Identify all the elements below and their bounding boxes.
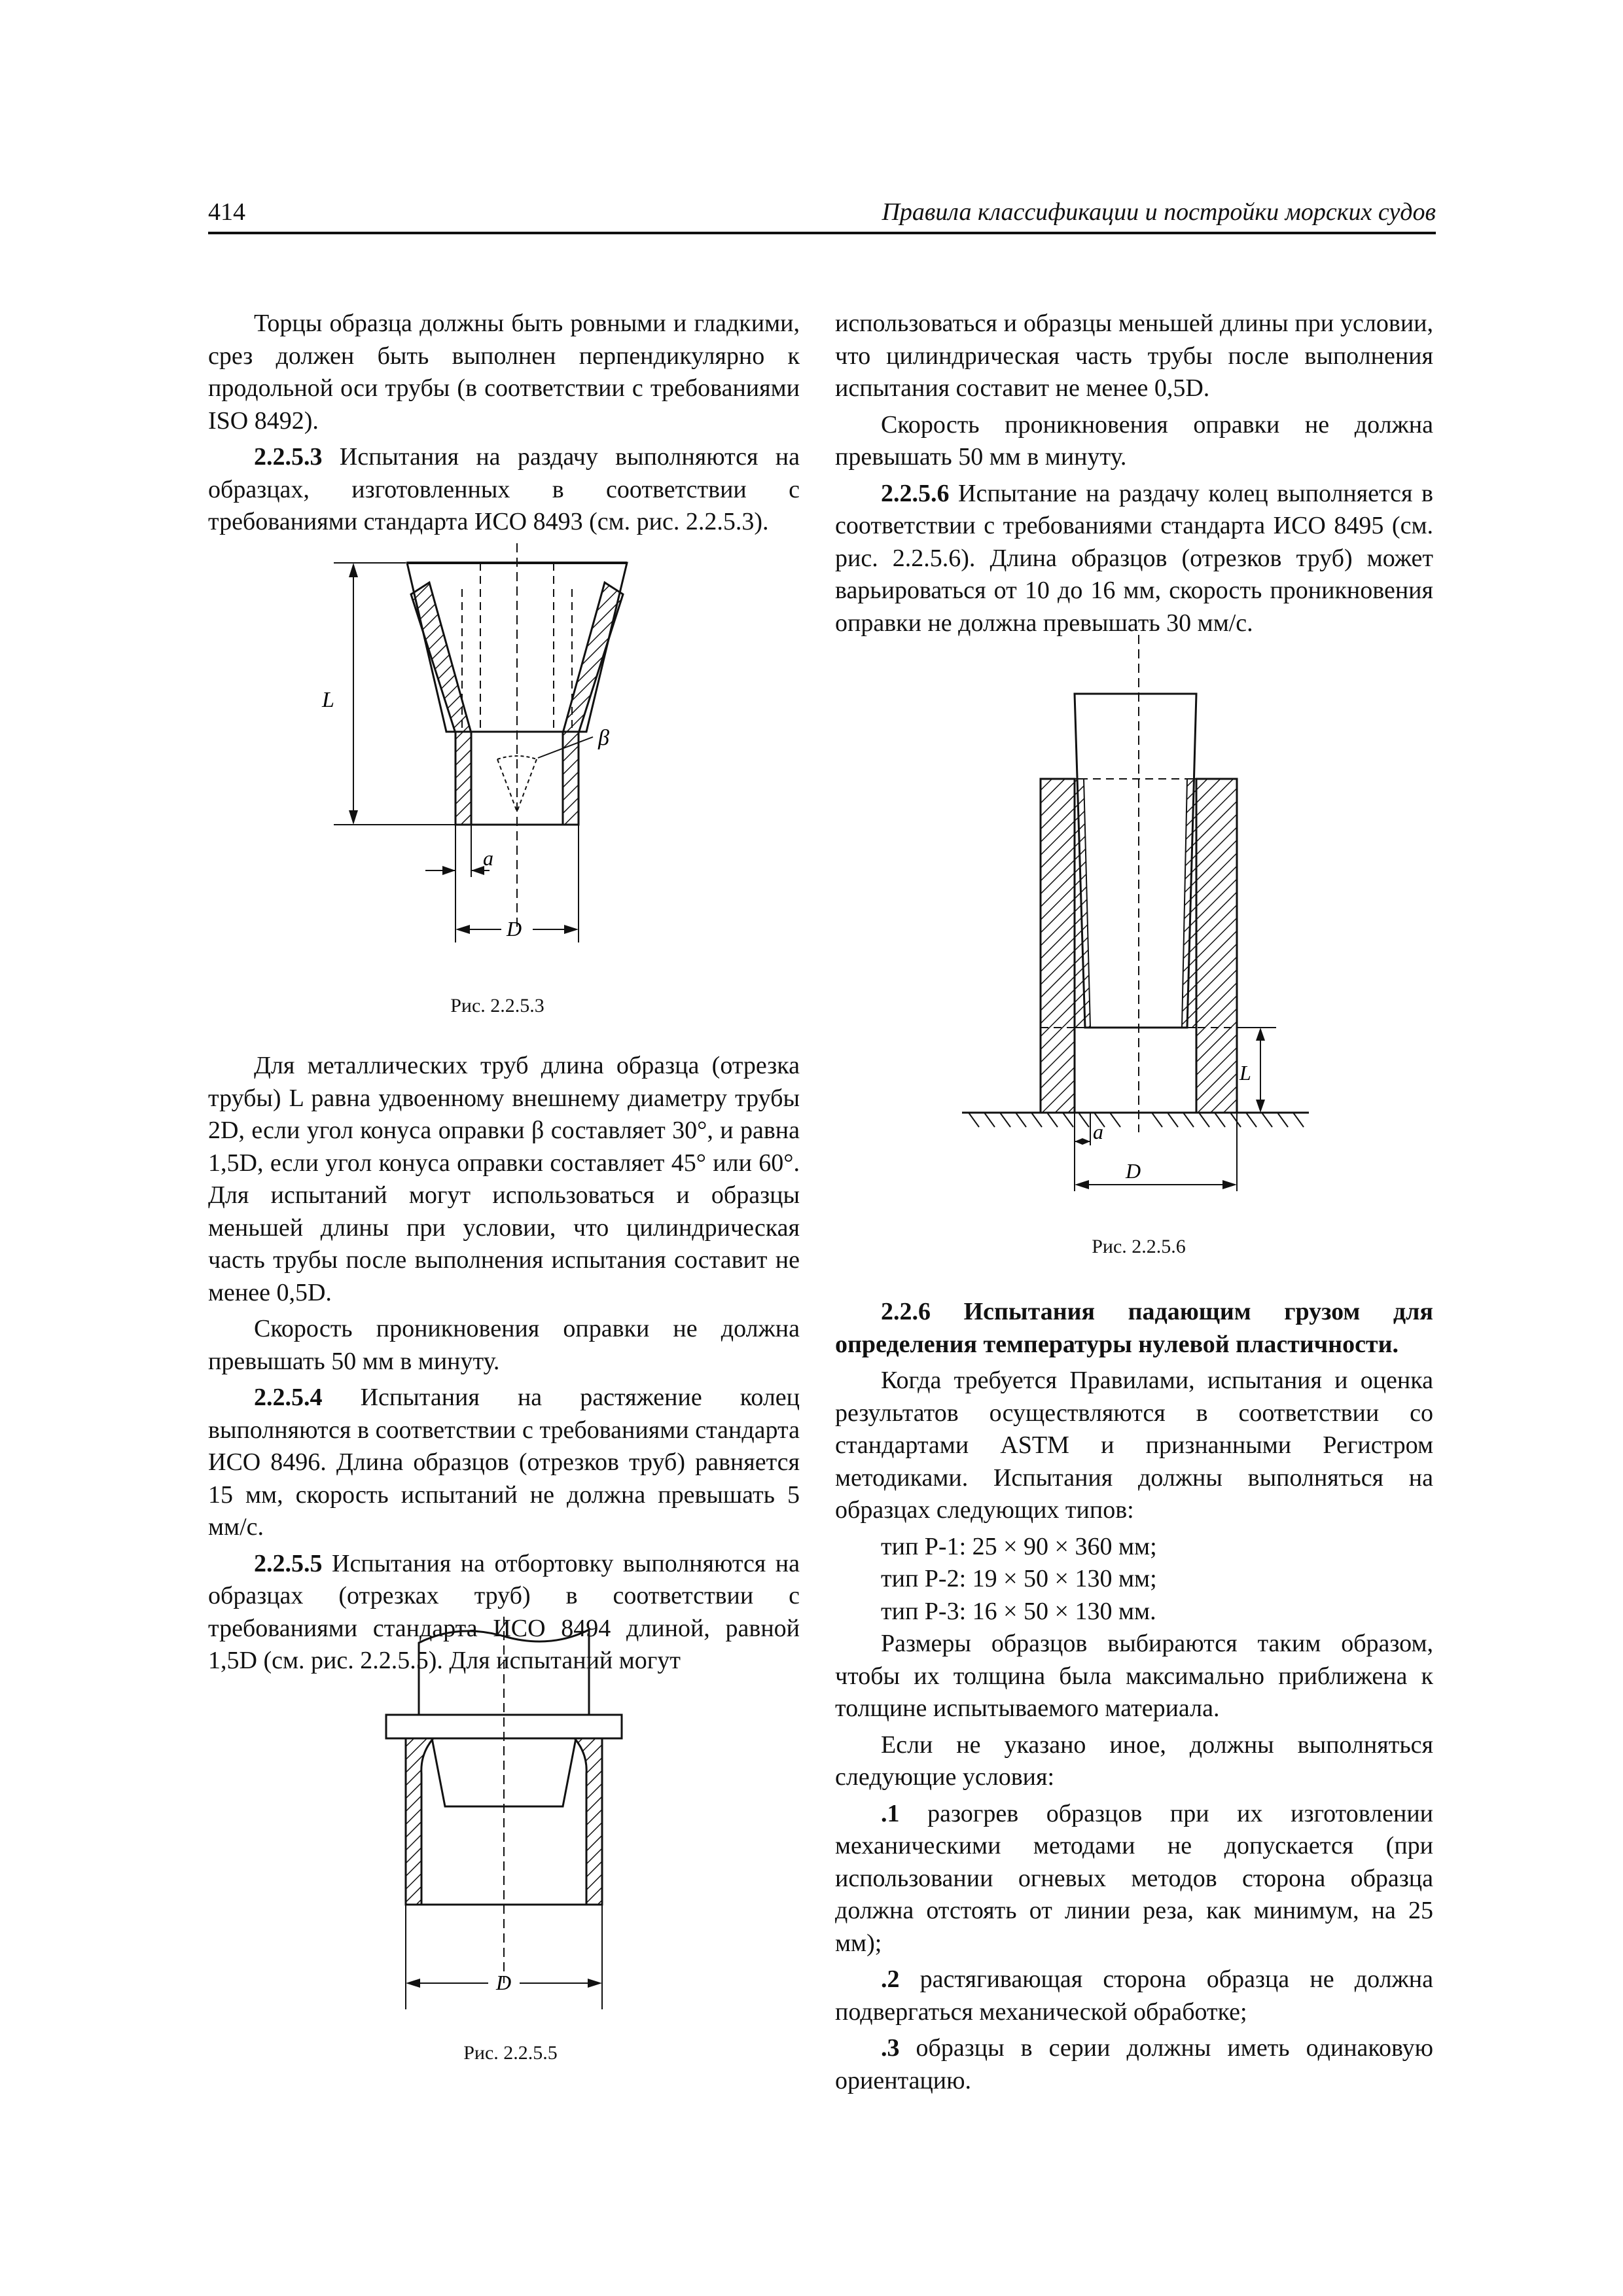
D-label: D (496, 1971, 512, 1994)
clause-number: 2.2.5.4 (254, 1384, 323, 1411)
paragraph: 2.2.5.4 Испытания на растяжение колец выполняются в соответствии с требованиями стандарта ИСО 8496. Длина образцов (отрезков труб) равняется 15 мм, скорость испытаний не должна превышать 5 мм/с. (208, 1384, 800, 1541)
clause-number: 2.2.5.3 (254, 443, 323, 471)
page-header (208, 198, 1436, 237)
L-label: L (322, 688, 334, 712)
D-label: D (1126, 1159, 1141, 1183)
paragraph: Размеры образцов выбираются таким образом, чтобы их толщина была максимально приближена к толщине испытываемого материала. (835, 1630, 1433, 1722)
paragraph: Торцы образца должны быть ровными и гладкими, срез должен быть выполнен перпендикулярно к продольной оси трубы (в соответствии с требованиями ISO 8492). (208, 310, 800, 435)
paragraph: Для металлических труб длина образца (отрезка трубы) L равна удвоенному внешнему диаметру трубы 2D, если угол конуса оправки β составляет 30°, и равна 1,5D, если угол конуса оправки составляет 45° или 60°. Для испытаний могут использоваться и образцы меньшей длины при условии, что цилиндрическая часть трубы после выполнения испытания составит не менее 0,5D. (208, 1052, 800, 1306)
list-item: .1 разогрев образцов при их изготовлении механическими методами не допускается (при использовании огневых методов сторона образца должна отстоять от линии реза, как минимум, на 25 мм); (835, 1799, 1433, 1957)
paragraph: 2.2.5.3 Испытания на раздачу выполняются на образцах, изготовленных в соответствии с требованиями стандарта ИСО 8493 (см. рис. 2.2.5.3). (208, 443, 800, 535)
figure-caption: Рис. 2.2.5.5 (463, 2042, 558, 2064)
paragraph: использоваться и образцы меньшей длины при условии, что цилиндрическая часть трубы после выполнения испытания составит не менее 0,5D. (835, 310, 1433, 402)
paragraph: Когда требуется Правилами, испытания и оценка результатов осуществляются в соответствии со стандартами ASTM и признанными Регистром методиками. Испытания должны выполняться на образцах следующих типов: (835, 1367, 1433, 1524)
figure-caption: Рис. 2.2.5.6 (1092, 1236, 1186, 1257)
a-label: a (1093, 1120, 1103, 1143)
running-title: Правила классификации и постройки морских судов (882, 198, 1436, 226)
header-rule (208, 232, 1436, 234)
figure-2-2-5-3 (308, 537, 648, 956)
figure-2-2-5-6 (962, 635, 1329, 1211)
paragraph: Скорость проникновения оправки не должна превышать 50 мм в минуту. (208, 1315, 800, 1375)
beta-label: β (598, 726, 609, 750)
left-column-top (208, 308, 800, 543)
clause-number: 2.2.5.5 (254, 1549, 323, 1577)
a-label: a (483, 846, 493, 870)
paragraph: Если не указано иное, должны выполняться следующие условия: (835, 1731, 1433, 1791)
page-number: 414 (208, 198, 245, 226)
right-column-top (835, 308, 1433, 643)
list-item: .2 растягивающая сторона образца не должна подвергаться механической обработке; (835, 1965, 1433, 2026)
specimen-type: тип P-3: 16 × 50 × 130 мм. (881, 1597, 1156, 1625)
paragraph: 2.2.5.5 Испытания на отбортовку выполняются на образцах (отрезках труб) в соответствии с требованиями стандарта ИСО 8494 длиной, равной 1,5D (см. рис. 2.2.5.5). Для испытаний могут (208, 1549, 800, 1674)
D-label: D (507, 917, 522, 941)
left-column-middle (208, 1050, 800, 1681)
specimen-type: тип P-1: 25 × 90 × 360 мм; (881, 1532, 1157, 1560)
figure-caption: Рис. 2.2.5.3 (450, 995, 544, 1016)
list-item: .3 образцы в серии должны иметь одинаковую ориентацию. (835, 2034, 1433, 2094)
section-heading: 2.2.6 Испытания падающим грузом для определения температуры нулевой пластичности. (835, 1298, 1433, 1358)
figure-2-2-5-5 (380, 1617, 628, 2029)
right-column-bottom (835, 1296, 1433, 2101)
specimen-type: тип P-2: 19 × 50 × 130 мм; (881, 1565, 1157, 1592)
L-label: L (1240, 1061, 1251, 1085)
paragraph: Скорость проникновения оправки не должна превышать 50 мм в минуту. (835, 410, 1433, 471)
clause-number: 2.2.5.6 (881, 479, 950, 507)
paragraph: 2.2.5.6 Испытание на раздачу колец выполняется в соответствии с требованиями стандарта ИСО 8495 (см. рис. 2.2.5.6). Длина образцов (отрезков труб) может варьироваться от 10 до 16 мм, скорость проникновения оправки не должна превышать 30 мм/с. (835, 479, 1433, 637)
